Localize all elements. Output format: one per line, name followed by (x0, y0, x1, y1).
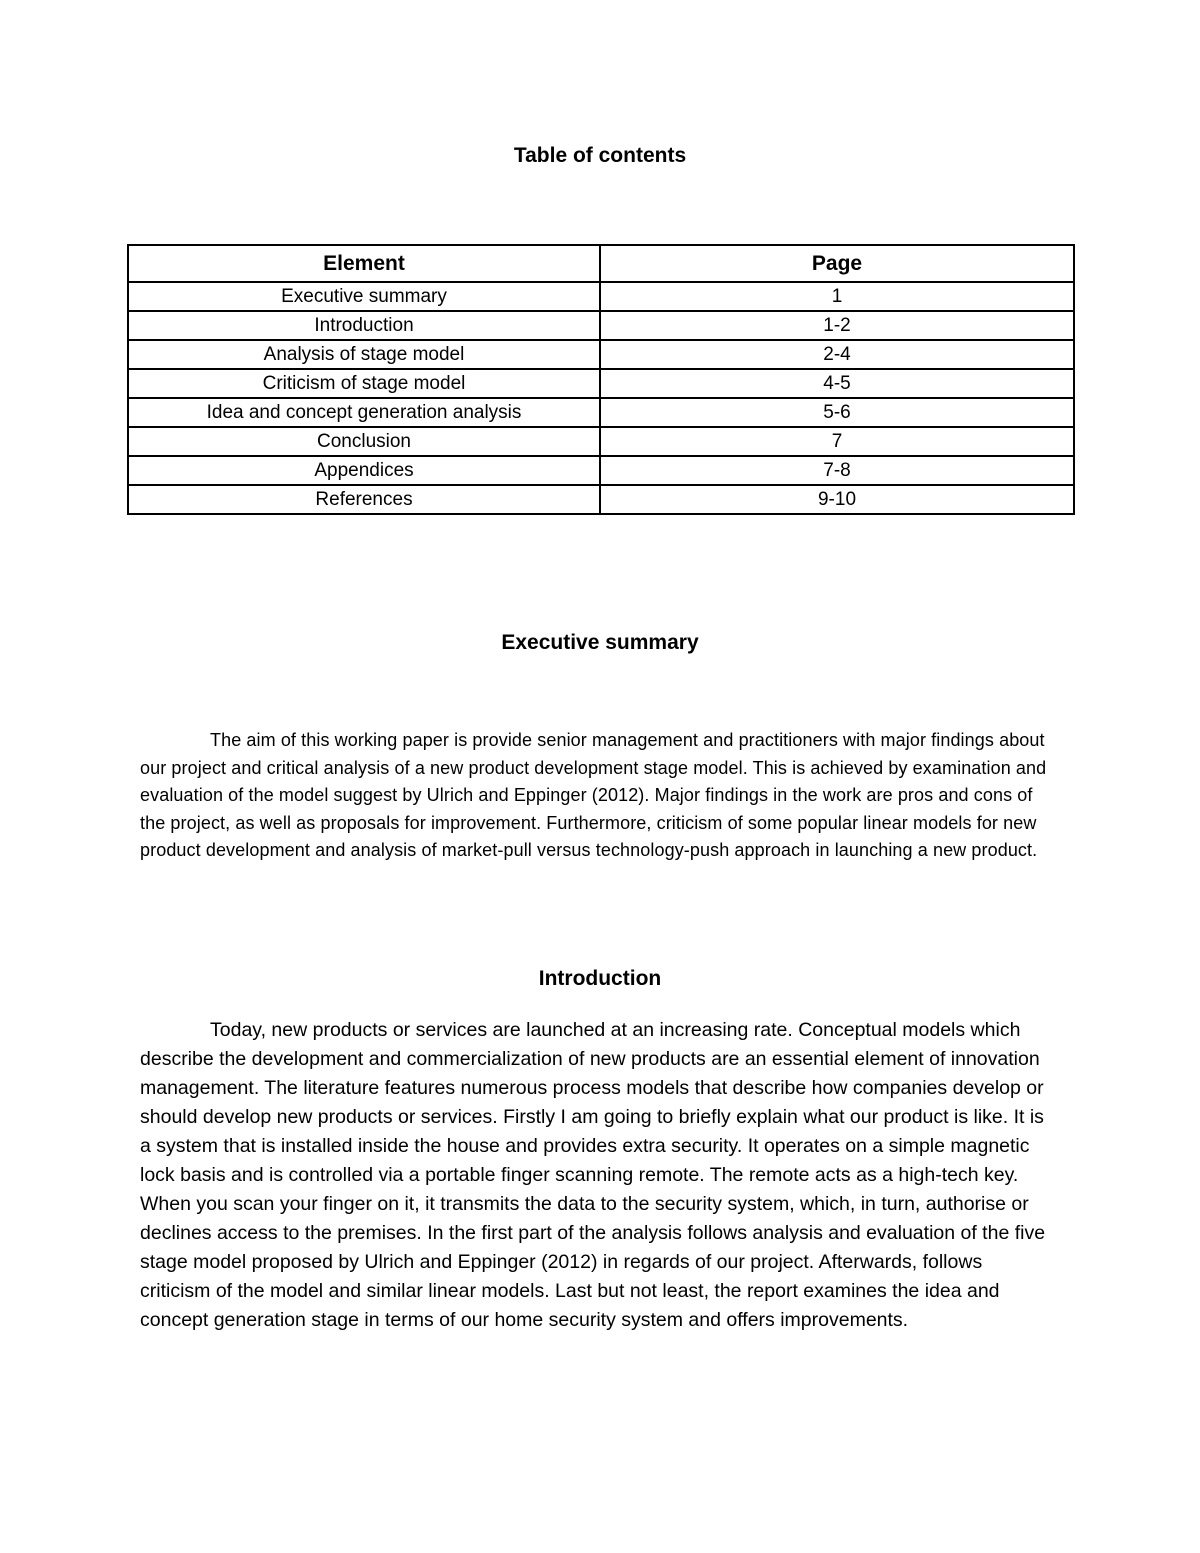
toc-row (128, 369, 1074, 398)
toc-row-element: Introduction (128, 311, 600, 340)
toc-row-page: 1 (600, 282, 1074, 311)
toc-header-element: Element (128, 245, 600, 282)
toc-row-element: Analysis of stage model (128, 340, 600, 369)
toc-row-page: 7-8 (600, 456, 1074, 485)
toc-row-element: Conclusion (128, 427, 600, 456)
executive-summary-body: The aim of this working paper is provide senior management and practitioners with major findings about our project and critical analysis of a new product development stage model. This is achieved by examination and evaluation of the model suggest by Ulrich and Eppinger (2012). Major findings in the work are pros and cons of the project, as well as proposals for improvement. Furthermore, criticism of some popular linear models for new product development and analysis of market-pull versus technology-push approach in launching a new product. (140, 730, 1047, 861)
toc-row-element: Executive summary (128, 282, 600, 311)
toc-row (128, 456, 1074, 485)
toc-row-page: 7 (600, 427, 1074, 456)
toc-row-page: 5-6 (600, 398, 1074, 427)
toc-row-page: 9-10 (600, 485, 1074, 514)
toc-row-page: 2-4 (600, 340, 1074, 369)
toc-row (128, 485, 1074, 514)
toc-title: Table of contents (513, 144, 687, 167)
toc-row-element: Appendices (128, 456, 600, 485)
toc-row (128, 311, 1074, 340)
toc-row (128, 282, 1074, 311)
toc-row (128, 340, 1074, 369)
toc-header-row (128, 245, 1074, 282)
toc-row-element: Criticism of stage model (128, 369, 600, 398)
toc-row-page: 4-5 (600, 369, 1074, 398)
toc-table (127, 244, 1075, 515)
toc-row-element: Idea and concept generation analysis (128, 398, 600, 427)
toc-row (128, 427, 1074, 456)
toc-row-page: 1-2 (600, 311, 1074, 340)
toc-row-element: References (128, 485, 600, 514)
toc-row (128, 398, 1074, 427)
introduction-title: Introduction (538, 967, 662, 990)
introduction-body: Today, new products or services are launched at an increasing rate. Conceptual models which describe the development and commercialization of new products are an essential element of innovation management. The literature features numerous process models that describe how companies develop or should develop new products or services. Firstly I am going to briefly explain what our product is like. It is a system that is installed inside the house and provides extra security. It operates on a simple magnetic lock basis and is controlled via a portable finger scanning remote. The remote acts as a high-tech key. When you scan your finger on it, it transmits the data to the security system, which, in turn, authorise or declines access to the premises. In the first part of the analysis follows analysis and evaluation of the five stage model proposed by Ulrich and Eppinger (2012) in regards of our project. Afterwards, follows criticism of the model and similar linear models. Last but not least, the report examines the idea and concept generation stage in terms of our home security system and offers improvements. (140, 1019, 1046, 1331)
toc-header-page: Page (600, 245, 1074, 282)
executive-summary-title: Executive summary (501, 631, 699, 654)
